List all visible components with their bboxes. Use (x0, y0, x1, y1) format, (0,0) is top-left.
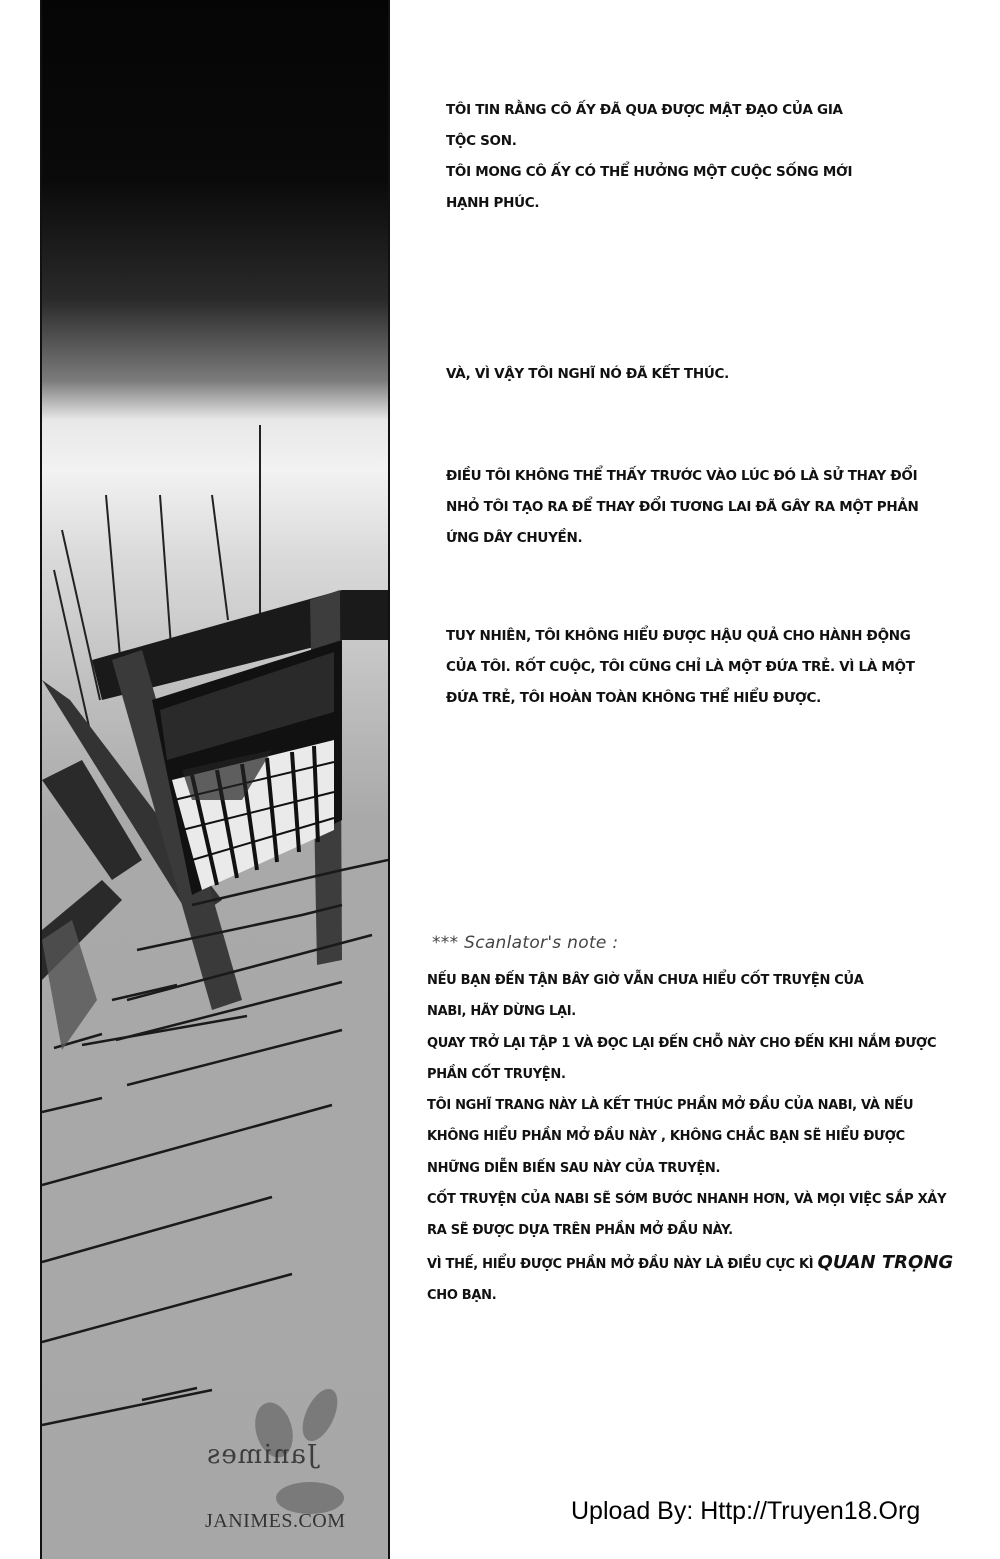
note-line: NHỮNG DIỄN BIẾN SAU NÀY CỦA TRUYỆN. (427, 1160, 721, 1176)
narration-line: TUY NHIÊN, TÔI KHÔNG HIỂU ĐƯỢC HẬU QUẢ CHO HÀNH ĐỘNG (446, 628, 911, 644)
note-line-prefix: VÌ THẾ, HIỂU ĐƯỢC PHẦN MỞ ĐẦU NÀY LÀ ĐIỀU CỰC KÌ (427, 1256, 818, 1272)
note-line: TÔI NGHĨ TRANG NÀY LÀ KẾT THÚC PHẦN MỞ ĐẦU CỦA NABI, VÀ NẾU (427, 1098, 914, 1114)
note-line: CHO BẠN. (427, 1287, 497, 1303)
narration-block-3 (446, 461, 919, 554)
narration-line: CỦA TÔI. RỐT CUỘC, TÔI CŨNG CHỈ LÀ MỘT ĐỨA TRẺ. VÌ LÀ MỘT (446, 659, 915, 675)
note-line: NABI, HÃY DỪNG LẠI. (427, 1004, 576, 1020)
narration-line: VÀ, VÌ VẬY TÔI NGHĨ NÓ ĐÃ KẾT THÚC. (446, 366, 729, 382)
narration-block-4 (446, 621, 915, 714)
narration-line: ỨNG DÂY CHUYỀN. (446, 530, 583, 546)
janimes-logo: Janimes (206, 1440, 318, 1470)
narration-line: ĐIỀU TÔI KHÔNG THỂ THẤY TRƯỚC VÀO LÚC ĐÓ LÀ SỬ THAY ĐỔI (446, 468, 918, 484)
narration-line: ĐỨA TRẺ, TÔI HOÀN TOÀN KHÔNG THỂ HIỂU ĐƯỢC. (446, 690, 821, 706)
narration-line: TÔI TIN RẰNG CÔ ẤY ĐÃ QUA ĐƯỢC MẬT ĐẠO CỦA GIA (446, 102, 843, 118)
manga-art-panel (40, 0, 390, 1559)
narration-block-1 (446, 95, 852, 219)
note-line: KHÔNG HIỂU PHẦN MỞ ĐẦU NÀY , KHÔNG CHẮC BẠN SẼ HIỂU ĐƯỢC (427, 1129, 905, 1145)
staircase-illustration (42, 0, 388, 1559)
narration-line: NHỎ TÔI TẠO RA ĐỂ THAY ĐỔI TƯƠNG LAI ĐÃ GÂY RA MỘT PHẢN (446, 499, 919, 515)
narration-line: TỘC SON. (446, 133, 517, 149)
emphasis-important: QUAN TRỌNG (817, 1251, 954, 1273)
note-line-emphasis (427, 1247, 953, 1280)
scanlator-note-body (427, 965, 953, 1311)
note-line: NẾU BẠN ĐẾN TẬN BÂY GIỜ VẪN CHƯA HIỂU CỐT TRUYỆN CỦA (427, 973, 864, 988)
scanlator-note-title: *** Scanlator's note : (432, 933, 619, 953)
note-line: RA SẼ ĐƯỢC DỰA TRÊN PHẦN MỞ ĐẦU NÀY. (427, 1223, 733, 1239)
narration-line: HẠNH PHÚC. (446, 195, 540, 211)
note-line: PHẦN CỐT TRUYỆN. (427, 1066, 566, 1082)
narration-block-2 (446, 359, 729, 390)
narration-line: TÔI MONG CÔ ẤY CÓ THỂ HƯỞNG MỘT CUỘC SỐNG MỚI (446, 164, 853, 180)
note-line: QUAY TRỞ LẠI TẬP 1 VÀ ĐỌC LẠI ĐẾN CHỖ NÀY CHO ĐẾN KHI NẮM ĐƯỢC (427, 1035, 937, 1051)
upload-credit: Upload By: Http://Truyen18.Org (571, 1497, 921, 1525)
note-line: CỐT TRUYỆN CỦA NABI SẼ SỚM BƯỚC NHANH HƠN, VÀ MỌI VIỆC SẮP XẢY (427, 1192, 947, 1208)
janimes-site-watermark: JANIMES.COM (205, 1510, 346, 1532)
